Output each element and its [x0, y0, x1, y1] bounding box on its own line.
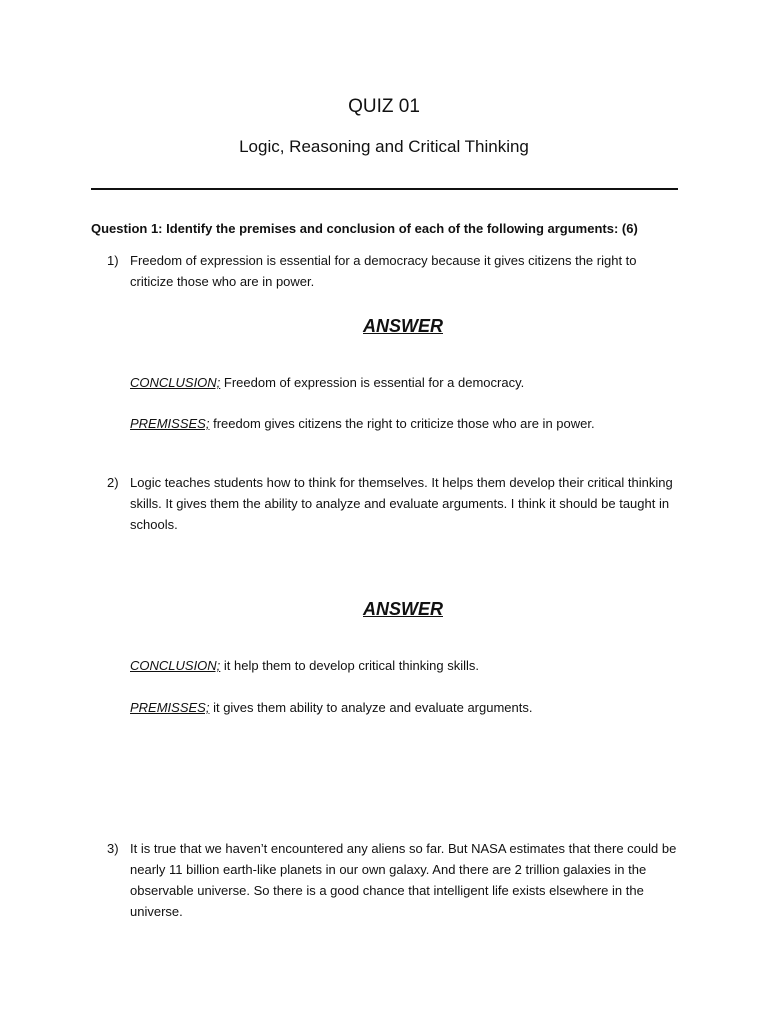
- conclusion-line-1: [130, 375, 690, 390]
- answer-heading-2: ANSWER: [363, 599, 443, 619]
- premises-line-1: [130, 416, 690, 431]
- argument-number: 3): [107, 841, 119, 856]
- argument-text: Freedom of expression is essential for a democracy because it gives citizens the right to criticize those who are in power.: [130, 253, 637, 289]
- premises-line-2: [130, 700, 690, 715]
- argument-number: 2): [107, 475, 119, 490]
- argument-text: It is true that we haven’t encountered any aliens so far. But NASA estimates that there could be nearly 11 billion earth-like planets in our own galaxy. And there are 2 trillion galaxies in the observable universe. So there is a good chance that intelligent life exists elsewhere in the universe.: [130, 841, 677, 919]
- premises-label: PREMISSES;: [130, 700, 210, 715]
- conclusion-label: CONCLUSION;: [130, 375, 221, 390]
- conclusion-label: CONCLUSION;: [130, 658, 221, 673]
- answer-heading-1: ANSWER: [363, 316, 443, 336]
- quiz-subtitle: Logic, Reasoning and Critical Thinking: [239, 137, 529, 156]
- question-1-prompt: Question 1: Identify the premises and conclusion of each of the following arguments: (6): [91, 221, 638, 236]
- premises-text: freedom gives citizens the right to criticize those who are in power.: [209, 416, 595, 431]
- premises-label: PREMISSES;: [130, 416, 210, 431]
- header-divider: [91, 188, 678, 190]
- conclusion-line-2: [130, 658, 690, 673]
- argument-item-2: [91, 472, 681, 535]
- conclusion-text: Freedom of expression is essential for a democracy.: [220, 375, 525, 390]
- argument-item-1: [91, 250, 681, 292]
- argument-number: 1): [107, 253, 119, 268]
- argument-text: Logic teaches students how to think for themselves. It helps them develop their critical thinking skills. It gives them the ability to analyze and evaluate arguments. I think it should be taught in schools.: [130, 475, 673, 532]
- premises-text: it gives them ability to analyze and evaluate arguments.: [209, 700, 533, 715]
- quiz-title: QUIZ 01: [348, 96, 420, 117]
- conclusion-text: it help them to develop critical thinking skills.: [220, 658, 479, 673]
- argument-item-3: [91, 838, 681, 922]
